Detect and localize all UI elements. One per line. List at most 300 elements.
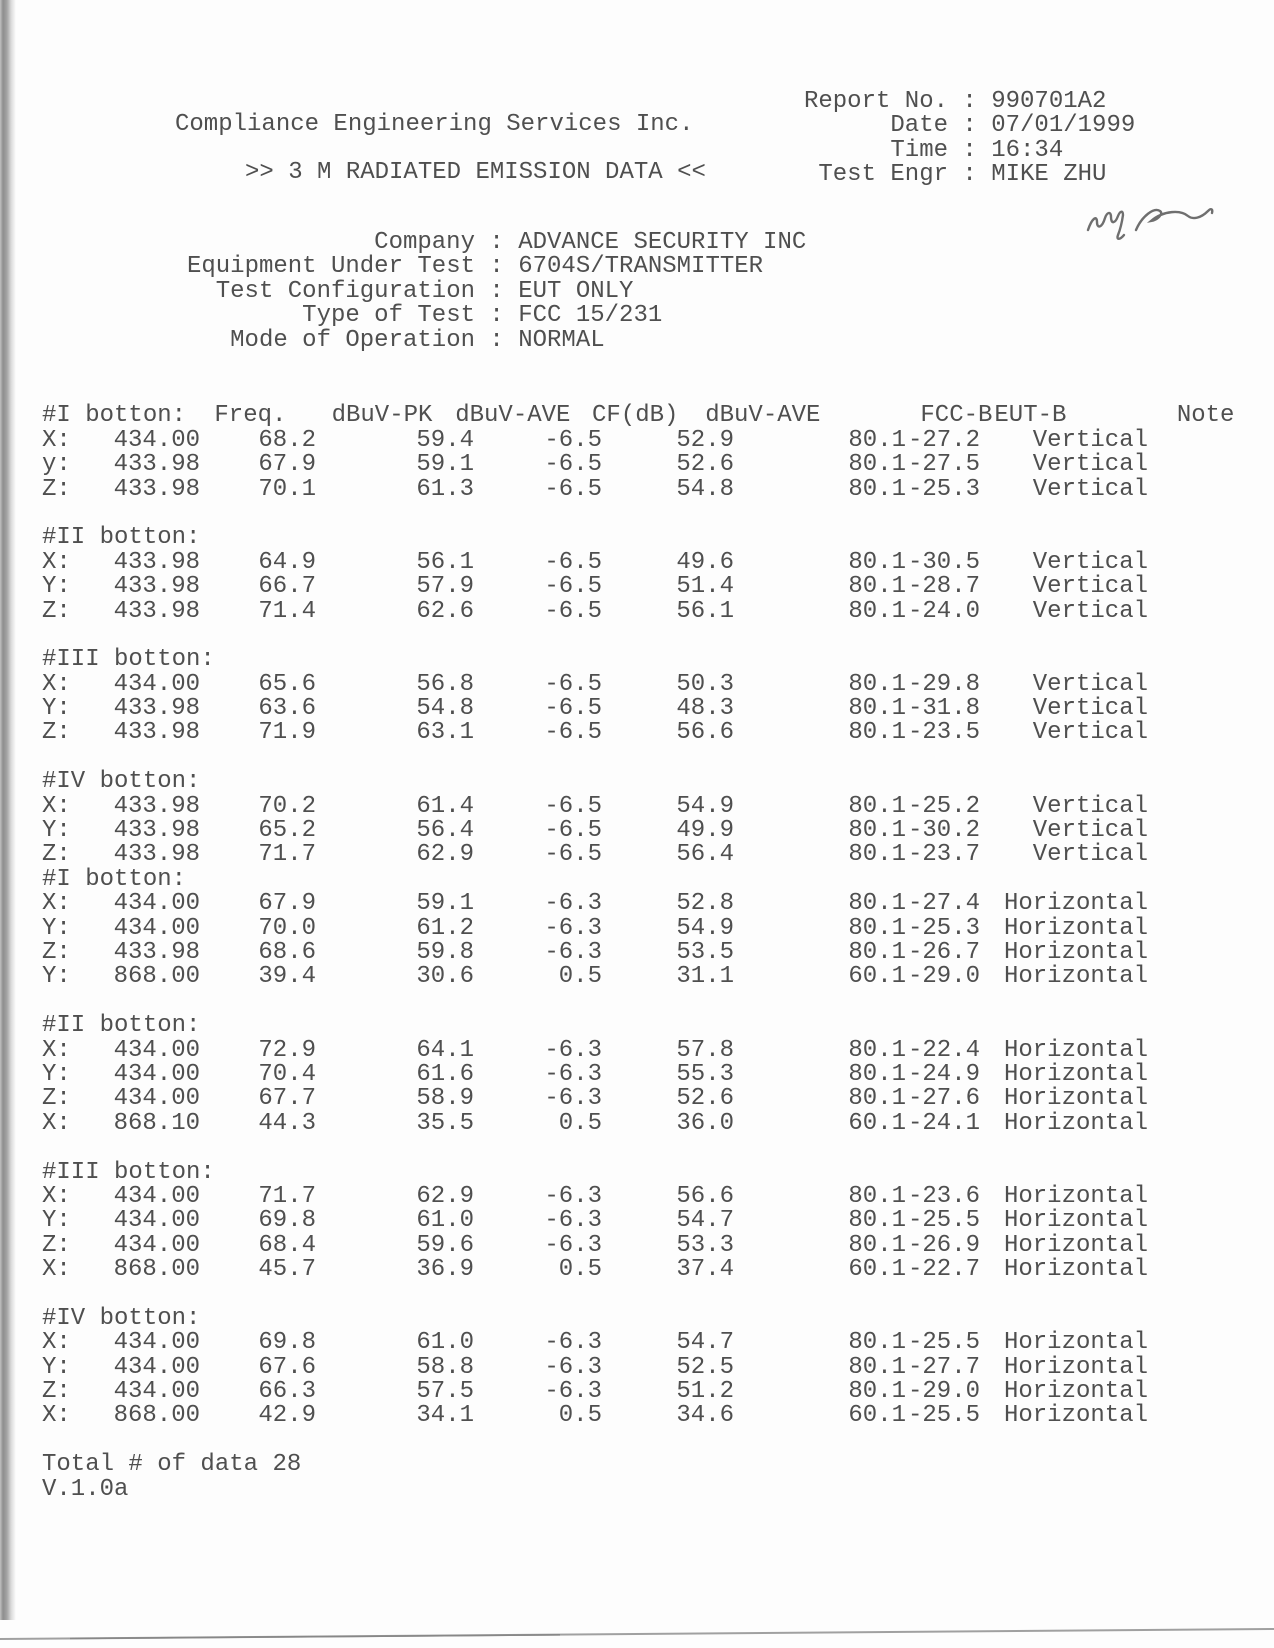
info-row-configuration <box>185 277 806 305</box>
cell-note: Horizontal <box>1003 914 1148 942</box>
cell-dbuv-ave-2: 56.6 <box>676 1182 734 1210</box>
cell-dbuv-ave-2: 56.6 <box>676 719 734 747</box>
cell-dbuv-pk: 68.6 <box>258 938 316 966</box>
emission-data-table <box>42 380 1252 1502</box>
info-separator: : <box>475 302 519 330</box>
cell-note: Vertical <box>1032 597 1148 625</box>
cell-cf: 0.5 <box>558 1402 602 1430</box>
cell-dbuv-ave: 56.8 <box>416 670 474 698</box>
cell-dbuv-pk: 65.6 <box>258 670 316 698</box>
cell-note: Vertical <box>1032 719 1148 747</box>
cell-freq: 433.98 <box>113 719 200 747</box>
cell-dbuv-ave-2: 51.2 <box>676 1378 734 1406</box>
section-heading: #III botton: <box>42 646 215 674</box>
cell-dbuv-pk: 39.4 <box>258 963 316 991</box>
cell-dbuv-ave: 35.5 <box>416 1109 474 1137</box>
data-row <box>42 697 1252 721</box>
cell-freq: 868.00 <box>113 1256 200 1284</box>
meta-row-test-engr <box>788 163 1135 187</box>
data-row <box>42 1353 1252 1381</box>
data-row <box>42 792 1252 820</box>
cell-dbuv-pk: 69.8 <box>258 1329 316 1357</box>
data-row <box>42 1258 1252 1282</box>
cell-eut-b: -25.5 <box>907 1402 980 1430</box>
cell-fcc-b: 80.1 <box>848 597 906 625</box>
cell-eut-b: -26.7 <box>907 938 980 966</box>
cell-freq: 434.00 <box>113 914 200 942</box>
cell-dbuv-ave: 59.6 <box>416 1231 474 1259</box>
cell-freq: 433.98 <box>113 597 200 625</box>
info-row-mode <box>185 326 806 354</box>
info-separator: : <box>475 277 519 305</box>
data-row <box>42 453 1252 477</box>
cell-dbuv-ave: 59.4 <box>416 426 474 454</box>
cell-freq: 433.98 <box>113 841 200 869</box>
cell-note: Vertical <box>1032 573 1148 601</box>
data-row <box>42 548 1252 576</box>
cell-freq: 433.98 <box>113 695 200 723</box>
cell-dbuv-pk: 66.3 <box>258 1378 316 1406</box>
cell-dbuv-pk: 45.7 <box>258 1256 316 1284</box>
cell-axis: Y: <box>42 1353 71 1381</box>
blank-line <box>42 1136 1252 1160</box>
cell-dbuv-ave-2: 53.3 <box>676 1231 734 1259</box>
cell-freq: 434.00 <box>113 1231 200 1259</box>
cell-fcc-b: 80.1 <box>848 1036 906 1064</box>
meta-label: Time <box>890 136 948 164</box>
cell-dbuv-ave: 58.9 <box>416 1085 474 1113</box>
meta-label: Date <box>890 112 948 140</box>
info-separator: : <box>475 229 519 256</box>
cell-note: Vertical <box>1032 475 1148 503</box>
blank-line <box>42 990 1252 1014</box>
cell-dbuv-ave: 61.6 <box>416 1060 474 1088</box>
cell-eut-b: -23.7 <box>907 841 980 869</box>
cell-eut-b: -29.0 <box>907 963 980 991</box>
cell-freq: 434.00 <box>113 1207 200 1235</box>
cell-dbuv-ave-2: 54.7 <box>676 1329 734 1357</box>
meta-separator: : <box>948 112 992 140</box>
info-row-company <box>185 231 806 255</box>
cell-note: Horizontal <box>1003 1231 1148 1259</box>
meta-value: 07/01/1999 <box>991 112 1136 140</box>
cell-dbuv-ave-2: 52.6 <box>676 1085 734 1113</box>
cell-eut-b: -30.2 <box>907 817 980 845</box>
cell-dbuv-pk: 71.7 <box>258 1182 316 1210</box>
cell-dbuv-ave: 61.2 <box>416 914 474 942</box>
cell-cf: -6.5 <box>544 426 602 454</box>
cell-axis: Z: <box>42 475 71 503</box>
cell-note: Vertical <box>1032 792 1148 820</box>
cell-fcc-b: 80.1 <box>848 1378 906 1406</box>
cell-dbuv-ave: 54.8 <box>416 695 474 723</box>
cell-note: Horizontal <box>1003 1060 1148 1088</box>
cell-cf: -6.5 <box>544 597 602 625</box>
cell-dbuv-pk: 67.9 <box>258 890 316 918</box>
cell-note: Horizontal <box>1003 890 1148 918</box>
cell-note: Vertical <box>1032 817 1148 845</box>
cell-fcc-b: 80.1 <box>848 670 906 698</box>
cell-dbuv-pk: 70.2 <box>258 792 316 820</box>
cell-dbuv-pk: 63.6 <box>258 695 316 723</box>
cell-dbuv-ave: 59.8 <box>416 938 474 966</box>
cell-eut-b: -24.1 <box>907 1109 980 1137</box>
cell-cf: -6.3 <box>544 890 602 918</box>
meta-label: Report No. <box>803 88 948 115</box>
cell-note: Horizontal <box>1003 1207 1148 1235</box>
cell-axis: X: <box>42 792 71 820</box>
cell-dbuv-ave-2: 57.8 <box>676 1036 734 1064</box>
cell-dbuv-pk: 70.4 <box>258 1060 316 1088</box>
section-heading: #II botton: <box>42 1012 201 1040</box>
cell-freq: 434.00 <box>113 1036 200 1064</box>
cell-freq: 868.00 <box>113 1402 200 1430</box>
cell-dbuv-ave-2: 54.9 <box>676 792 734 820</box>
data-row <box>42 914 1252 942</box>
cell-cf: -6.5 <box>544 841 602 869</box>
cell-eut-b: -31.8 <box>907 695 980 723</box>
section-heading: #I botton: <box>42 402 187 430</box>
data-row <box>42 938 1252 966</box>
cell-freq: 433.98 <box>113 938 200 966</box>
meta-label: Test Engr <box>818 161 948 189</box>
version-line: V.1.0a <box>42 1475 129 1503</box>
cell-dbuv-pk: 67.9 <box>258 451 316 479</box>
cell-freq: 434.00 <box>113 1378 200 1406</box>
cell-fcc-b: 80.1 <box>848 1060 906 1088</box>
cell-cf: -6.5 <box>544 451 602 479</box>
cell-dbuv-pk: 67.6 <box>258 1353 316 1381</box>
cell-axis: X: <box>42 426 71 454</box>
cell-freq: 434.00 <box>113 1060 200 1088</box>
cell-dbuv-ave: 57.5 <box>416 1378 474 1406</box>
cell-axis: Y: <box>42 573 71 601</box>
cell-dbuv-ave-2: 56.4 <box>676 841 734 869</box>
data-row <box>42 721 1252 745</box>
cell-dbuv-ave: 61.0 <box>416 1329 474 1357</box>
scan-bottom-edge-artifact <box>0 1622 1274 1648</box>
cell-dbuv-ave-2: 51.4 <box>676 573 734 601</box>
blank-line <box>42 624 1252 648</box>
cell-note: Horizontal <box>1003 1329 1148 1357</box>
cell-eut-b: -27.2 <box>907 426 980 454</box>
cell-note: Horizontal <box>1003 1109 1148 1137</box>
cell-note: Horizontal <box>1003 1182 1148 1210</box>
cell-dbuv-ave: 63.1 <box>416 719 474 747</box>
data-row <box>42 843 1252 867</box>
cell-fcc-b: 60.1 <box>848 1402 906 1430</box>
cell-dbuv-ave: 34.1 <box>416 1402 474 1430</box>
cell-dbuv-pk: 42.9 <box>258 1402 316 1430</box>
data-row <box>42 1182 1252 1210</box>
cell-cf: -6.5 <box>544 548 602 576</box>
cell-fcc-b: 80.1 <box>848 719 906 747</box>
data-row <box>42 1404 1252 1428</box>
cell-eut-b: -29.8 <box>907 670 980 698</box>
cell-dbuv-ave-2: 53.5 <box>676 938 734 966</box>
cell-axis: Z: <box>42 597 71 625</box>
column-header: dBuV-PK <box>331 402 433 430</box>
cell-fcc-b: 80.1 <box>848 475 906 503</box>
cell-note: Vertical <box>1032 695 1148 723</box>
cell-axis: Y: <box>42 695 71 723</box>
cell-fcc-b: 80.1 <box>848 914 906 942</box>
cell-axis: Z: <box>42 1231 71 1259</box>
cell-eut-b: -26.9 <box>907 1231 980 1259</box>
cell-eut-b: -29.0 <box>907 1378 980 1406</box>
cell-axis: X: <box>42 890 71 918</box>
cell-dbuv-ave: 58.8 <box>416 1353 474 1381</box>
cell-note: Horizontal <box>1003 963 1148 991</box>
cell-dbuv-ave-2: 54.7 <box>676 1207 734 1235</box>
report-title: >> 3 M RADIATED EMISSION DATA << <box>245 159 706 186</box>
meta-row-date <box>788 114 1135 138</box>
cell-dbuv-ave: 61.4 <box>416 792 474 820</box>
cell-eut-b: -27.5 <box>907 451 980 479</box>
cell-dbuv-ave-2: 49.9 <box>676 817 734 845</box>
test-info-block <box>185 231 806 353</box>
cell-axis: y: <box>42 451 71 479</box>
cell-dbuv-pk: 67.7 <box>258 1085 316 1113</box>
column-header: FCC-B <box>920 402 993 430</box>
cell-axis: X: <box>42 1036 71 1064</box>
cell-cf: -6.5 <box>544 475 602 503</box>
cell-cf: -6.3 <box>544 1353 602 1381</box>
cell-cf: -6.5 <box>544 670 602 698</box>
cell-note: Horizontal <box>1003 1353 1148 1381</box>
handwritten-signature <box>1080 188 1220 248</box>
cell-dbuv-ave: 61.0 <box>416 1207 474 1235</box>
cell-dbuv-ave-2: 31.1 <box>676 963 734 991</box>
cell-eut-b: -25.5 <box>907 1329 980 1357</box>
cell-dbuv-ave-2: 52.9 <box>676 426 734 454</box>
cell-fcc-b: 80.1 <box>848 1329 906 1357</box>
cell-dbuv-ave: 59.1 <box>416 451 474 479</box>
cell-cf: -6.3 <box>544 914 602 942</box>
cell-eut-b: -25.5 <box>907 1207 980 1235</box>
cell-eut-b: -22.7 <box>907 1256 980 1284</box>
cell-freq: 434.00 <box>113 1085 200 1113</box>
info-row-test-type <box>185 304 806 328</box>
cell-fcc-b: 80.1 <box>848 548 906 576</box>
cell-fcc-b: 80.1 <box>848 1207 906 1235</box>
cell-axis: Y: <box>42 1060 71 1088</box>
cell-axis: X: <box>42 1402 71 1430</box>
section-heading: #I botton: <box>42 865 187 893</box>
cell-dbuv-ave-2: 52.8 <box>676 890 734 918</box>
cell-dbuv-ave: 61.3 <box>416 475 474 503</box>
cell-dbuv-pk: 65.2 <box>258 817 316 845</box>
cell-cf: -6.5 <box>544 573 602 601</box>
section-heading: #IV botton: <box>42 1304 201 1332</box>
cell-freq: 434.00 <box>113 426 200 454</box>
cell-eut-b: -24.0 <box>907 597 980 625</box>
column-header: Freq. <box>214 402 287 430</box>
cell-dbuv-ave-2: 54.9 <box>676 914 734 942</box>
cell-freq: 433.98 <box>113 548 200 576</box>
report-meta-block <box>788 90 1135 188</box>
cell-freq: 434.00 <box>113 1353 200 1381</box>
cell-note: Horizontal <box>1003 938 1148 966</box>
cell-fcc-b: 60.1 <box>848 1256 906 1284</box>
cell-axis: Z: <box>42 719 71 747</box>
cell-eut-b: -25.2 <box>907 792 980 820</box>
cell-fcc-b: 80.1 <box>848 1353 906 1381</box>
info-value: ADVANCE SECURITY INC <box>518 229 807 256</box>
column-header: CF(dB) <box>592 402 679 430</box>
cell-dbuv-pk: 70.1 <box>258 475 316 503</box>
data-row <box>42 892 1252 916</box>
cell-dbuv-ave-2: 50.3 <box>676 670 734 698</box>
cell-note: Horizontal <box>1003 1256 1148 1284</box>
section-heading: #II botton: <box>42 524 201 552</box>
info-label: Company <box>374 229 475 256</box>
cell-dbuv-ave: 59.1 <box>416 890 474 918</box>
info-value: FCC 15/231 <box>518 302 663 330</box>
cell-note: Vertical <box>1032 670 1148 698</box>
info-separator: : <box>475 253 519 281</box>
data-row <box>42 1109 1252 1137</box>
cell-axis: Y: <box>42 1207 71 1235</box>
cell-cf: -6.3 <box>544 1085 602 1113</box>
cell-cf: -6.3 <box>544 938 602 966</box>
cell-axis: X: <box>42 1329 71 1357</box>
cell-dbuv-ave: 62.6 <box>416 597 474 625</box>
cell-freq: 434.00 <box>113 1182 200 1210</box>
cell-cf: -6.3 <box>544 1060 602 1088</box>
cell-fcc-b: 60.1 <box>848 963 906 991</box>
cell-freq: 433.98 <box>113 573 200 601</box>
cell-dbuv-ave-2: 49.6 <box>676 548 734 576</box>
cell-freq: 433.98 <box>113 475 200 503</box>
cell-dbuv-pk: 44.3 <box>258 1109 316 1137</box>
cell-dbuv-ave-2: 48.3 <box>676 695 734 723</box>
cell-cf: -6.5 <box>544 792 602 820</box>
cell-eut-b: -30.5 <box>907 548 980 576</box>
info-label: Equipment Under Test <box>186 253 475 281</box>
cell-note: Horizontal <box>1003 1402 1148 1430</box>
info-value: 6704S/TRANSMITTER <box>518 253 764 281</box>
cell-dbuv-ave: 30.6 <box>416 963 474 991</box>
cell-dbuv-ave-2: 52.6 <box>676 451 734 479</box>
cell-cf: -6.5 <box>544 817 602 845</box>
data-row <box>42 1380 1252 1404</box>
data-row <box>42 965 1252 989</box>
cell-note: Horizontal <box>1003 1085 1148 1113</box>
cell-eut-b: -25.3 <box>907 914 980 942</box>
cell-note: Vertical <box>1032 451 1148 479</box>
cell-dbuv-ave: 57.9 <box>416 573 474 601</box>
cell-dbuv-pk: 66.7 <box>258 573 316 601</box>
cell-cf: 0.5 <box>558 1256 602 1284</box>
cell-axis: X: <box>42 670 71 698</box>
cell-cf: -6.3 <box>544 1182 602 1210</box>
company-name: Compliance Engineering Services Inc. <box>175 111 694 138</box>
cell-freq: 434.00 <box>113 890 200 918</box>
cell-dbuv-ave: 56.1 <box>416 548 474 576</box>
data-row <box>42 597 1252 625</box>
cell-dbuv-ave-2: 54.8 <box>676 475 734 503</box>
cell-eut-b: -25.3 <box>907 475 980 503</box>
cell-cf: -6.3 <box>544 1207 602 1235</box>
cell-note: Vertical <box>1032 841 1148 869</box>
cell-fcc-b: 80.1 <box>848 841 906 869</box>
cell-dbuv-pk: 70.0 <box>258 914 316 942</box>
cell-fcc-b: 80.1 <box>848 426 906 454</box>
cell-fcc-b: 80.1 <box>848 695 906 723</box>
data-row <box>42 1087 1252 1111</box>
cell-fcc-b: 80.1 <box>848 573 906 601</box>
meta-separator: : <box>948 136 992 164</box>
cell-dbuv-pk: 69.8 <box>258 1207 316 1235</box>
data-row <box>42 475 1252 503</box>
cell-note: Horizontal <box>1003 1378 1148 1406</box>
cell-fcc-b: 80.1 <box>848 817 906 845</box>
cell-fcc-b: 80.1 <box>848 938 906 966</box>
cell-dbuv-pk: 68.4 <box>258 1231 316 1259</box>
data-row <box>42 575 1252 599</box>
cell-eut-b: -27.7 <box>907 1353 980 1381</box>
cell-axis: X: <box>42 1256 71 1284</box>
cell-dbuv-pk: 72.9 <box>258 1036 316 1064</box>
cell-dbuv-ave-2: 55.3 <box>676 1060 734 1088</box>
cell-fcc-b: 60.1 <box>848 1109 906 1137</box>
column-header: EUT-B <box>994 402 1067 430</box>
data-row <box>42 819 1252 843</box>
cell-cf: -6.3 <box>544 1329 602 1357</box>
info-value: EUT ONLY <box>518 277 634 305</box>
cell-dbuv-pk: 68.2 <box>258 426 316 454</box>
cell-fcc-b: 80.1 <box>848 451 906 479</box>
cell-dbuv-pk: 71.9 <box>258 719 316 747</box>
scan-left-edge-artifact <box>0 0 16 1620</box>
meta-separator: : <box>948 161 992 189</box>
cell-dbuv-ave: 62.9 <box>416 841 474 869</box>
cell-freq: 433.98 <box>113 817 200 845</box>
meta-value: 16:34 <box>991 136 1064 164</box>
cell-axis: Z: <box>42 841 71 869</box>
cell-dbuv-pk: 71.4 <box>258 597 316 625</box>
cell-fcc-b: 80.1 <box>848 1231 906 1259</box>
section-heading: #III botton: <box>42 1158 215 1186</box>
data-row <box>42 670 1252 698</box>
data-row <box>42 1060 1252 1088</box>
cell-eut-b: -28.7 <box>907 573 980 601</box>
cell-eut-b: -27.4 <box>907 890 980 918</box>
emission-table-body <box>42 404 1252 1428</box>
blank-line <box>42 746 1252 770</box>
cell-note: Vertical <box>1032 548 1148 576</box>
meta-row-report-no <box>788 90 1135 114</box>
blank-line <box>42 1282 1252 1306</box>
cell-cf: -6.3 <box>544 1378 602 1406</box>
cell-freq: 434.00 <box>113 1329 200 1357</box>
column-header: dBuV-AVE <box>455 402 571 430</box>
cell-axis: Y: <box>42 914 71 942</box>
cell-freq: 434.00 <box>113 670 200 698</box>
cell-eut-b: -23.6 <box>907 1182 980 1210</box>
cell-fcc-b: 80.1 <box>848 1182 906 1210</box>
cell-fcc-b: 80.1 <box>848 1085 906 1113</box>
cell-fcc-b: 80.1 <box>848 792 906 820</box>
info-label: Test Configuration <box>215 277 475 305</box>
cell-cf: -6.3 <box>544 1036 602 1064</box>
cell-eut-b: -24.9 <box>907 1060 980 1088</box>
data-row <box>42 1209 1252 1233</box>
cell-axis: Z: <box>42 1378 71 1406</box>
meta-separator: : <box>948 88 992 115</box>
cell-freq: 433.98 <box>113 792 200 820</box>
